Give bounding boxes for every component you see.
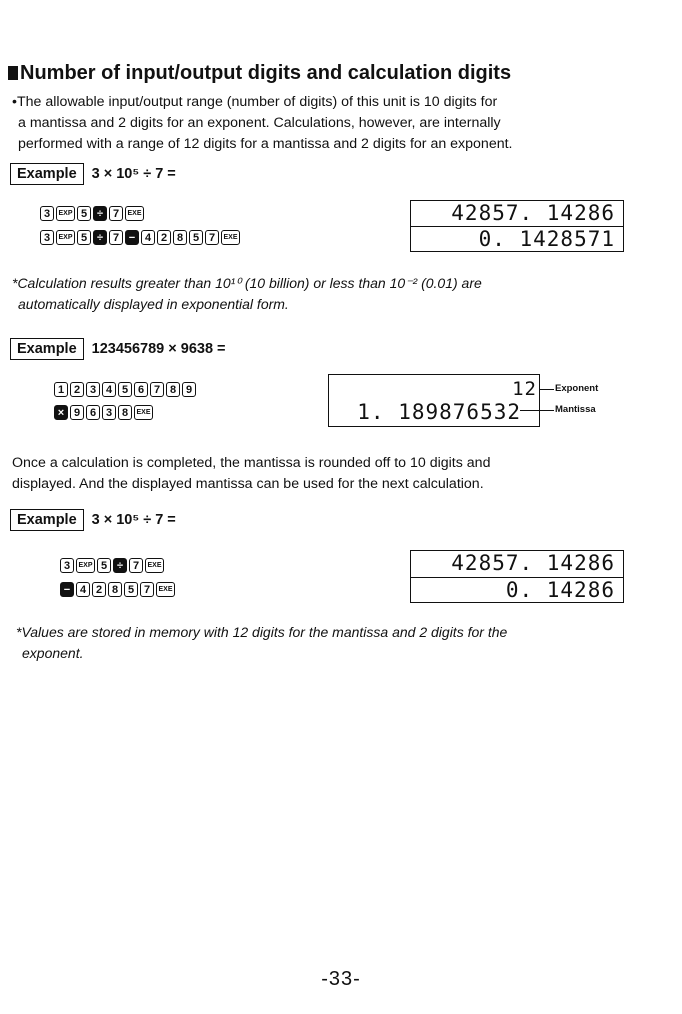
- example-label: Example: [10, 163, 84, 185]
- calculator-key: EXP: [56, 230, 75, 245]
- mantissa-label: Mantissa: [555, 404, 596, 415]
- calculator-key: 8: [118, 405, 132, 420]
- display-line-1: 42857. 14286: [451, 201, 615, 225]
- calculator-key: EXP: [56, 206, 75, 221]
- display-line-2: 0. 1428571: [478, 227, 615, 251]
- exponent-pointer-line: [540, 389, 554, 390]
- mantissa-pointer-line: [520, 410, 554, 411]
- calculator-key: 3: [40, 206, 54, 221]
- calculator-key: ×: [54, 405, 68, 420]
- example-2-header: [10, 338, 226, 360]
- calculator-key: 5: [189, 230, 203, 245]
- intro-line: a mantissa and 2 digits for an exponent. Calculations, however, are internally: [18, 115, 501, 131]
- calculator-key: 7: [109, 230, 123, 245]
- display-mantissa: 1. 189876532: [357, 400, 521, 424]
- example-2-keys-row-2: [54, 405, 153, 420]
- calculator-key: 6: [86, 405, 100, 420]
- section-heading-text: Number of input/output digits and calculation digits: [20, 62, 512, 84]
- calculator-key: EXE: [156, 582, 175, 597]
- example-label: Example: [10, 338, 84, 360]
- calculator-key: 8: [108, 582, 122, 597]
- calculator-key: 5: [118, 382, 132, 397]
- calculator-key: ÷: [93, 230, 107, 245]
- calculator-key: 9: [182, 382, 196, 397]
- example-2-keys-row-1: [54, 382, 196, 397]
- example-expression: 3 × 10⁵ ÷ 7 =: [91, 166, 176, 182]
- calculator-key: 7: [109, 206, 123, 221]
- example-1-keys-row-1: [40, 206, 144, 221]
- calculator-key: 2: [70, 382, 84, 397]
- calculator-key: 9: [70, 405, 84, 420]
- calculator-key: 5: [77, 230, 91, 245]
- calculator-key: EXE: [145, 558, 164, 573]
- calculator-key: 4: [76, 582, 90, 597]
- calculator-key: EXP: [76, 558, 95, 573]
- note-line: *Calculation results greater than 10¹⁰ (10 billion) or less than 10⁻² (0.01) are: [12, 275, 482, 291]
- calculator-key: 3: [86, 382, 100, 397]
- calculator-key: EXE: [221, 230, 240, 245]
- intro-paragraph: [12, 92, 512, 155]
- display-exponent: 12: [512, 378, 537, 400]
- calculator-key: 4: [141, 230, 155, 245]
- calculator-key: 3: [60, 558, 74, 573]
- calculator-key: EXE: [125, 206, 144, 221]
- calculator-key: 6: [134, 382, 148, 397]
- intro-line: performed with a range of 12 digits for a mantissa and 2 digits for an exponent.: [18, 136, 513, 152]
- bullet-square-icon: [8, 66, 18, 80]
- section-heading: [8, 62, 511, 85]
- calculator-key: 7: [150, 382, 164, 397]
- calculator-key: 8: [173, 230, 187, 245]
- example-1-header: [10, 163, 176, 185]
- calculator-key: 8: [166, 382, 180, 397]
- calculator-key: 7: [205, 230, 219, 245]
- calculator-key: 7: [140, 582, 154, 597]
- intro-line: •The allowable input/output range (number of digits) of this unit is 10 digits for: [12, 94, 498, 110]
- example-3-keys-row-2: [60, 582, 175, 597]
- calculator-key: 5: [124, 582, 138, 597]
- display-line-2: 0. 14286: [505, 578, 615, 602]
- calculator-key: ÷: [93, 206, 107, 221]
- example-expression: 3 × 10⁵ ÷ 7 =: [91, 512, 176, 528]
- note-2: [16, 622, 507, 664]
- calculator-key: 5: [97, 558, 111, 573]
- example-3-display: [410, 550, 624, 603]
- example-1-display: [410, 200, 624, 252]
- calculator-key: −: [60, 582, 74, 597]
- calculator-key: 2: [157, 230, 171, 245]
- rounding-paragraph: [12, 453, 490, 495]
- note-line: automatically displayed in exponential form.: [18, 296, 289, 312]
- calculator-key: 2: [92, 582, 106, 597]
- body-line: displayed. And the displayed mantissa can be used for the next calculation.: [12, 476, 484, 492]
- example-expression: 123456789 × 9638 =: [91, 341, 226, 357]
- calculator-key: −: [125, 230, 139, 245]
- example-3-header: [10, 509, 176, 531]
- example-label: Example: [10, 509, 84, 531]
- calculator-key: 3: [40, 230, 54, 245]
- calculator-key: EXE: [134, 405, 153, 420]
- calculator-key: ÷: [113, 558, 127, 573]
- exponent-label: Exponent: [555, 383, 599, 394]
- example-1-keys-row-2: [40, 230, 240, 245]
- calculator-key: 4: [102, 382, 116, 397]
- calculator-key: 3: [102, 405, 116, 420]
- note-line: *Values are stored in memory with 12 digits for the mantissa and 2 digits for the: [16, 624, 508, 640]
- calculator-key: 1: [54, 382, 68, 397]
- page-number: -33-: [321, 968, 361, 990]
- body-line: Once a calculation is completed, the mantissa is rounded off to 10 digits and: [12, 455, 491, 471]
- calculator-key: 5: [77, 206, 91, 221]
- calculator-key: 7: [129, 558, 143, 573]
- example-2-display: [328, 374, 540, 427]
- example-3-keys-row-1: [60, 558, 164, 573]
- display-line-1: 42857. 14286: [451, 551, 615, 575]
- note-line: exponent.: [22, 645, 84, 661]
- note-1: [12, 273, 482, 315]
